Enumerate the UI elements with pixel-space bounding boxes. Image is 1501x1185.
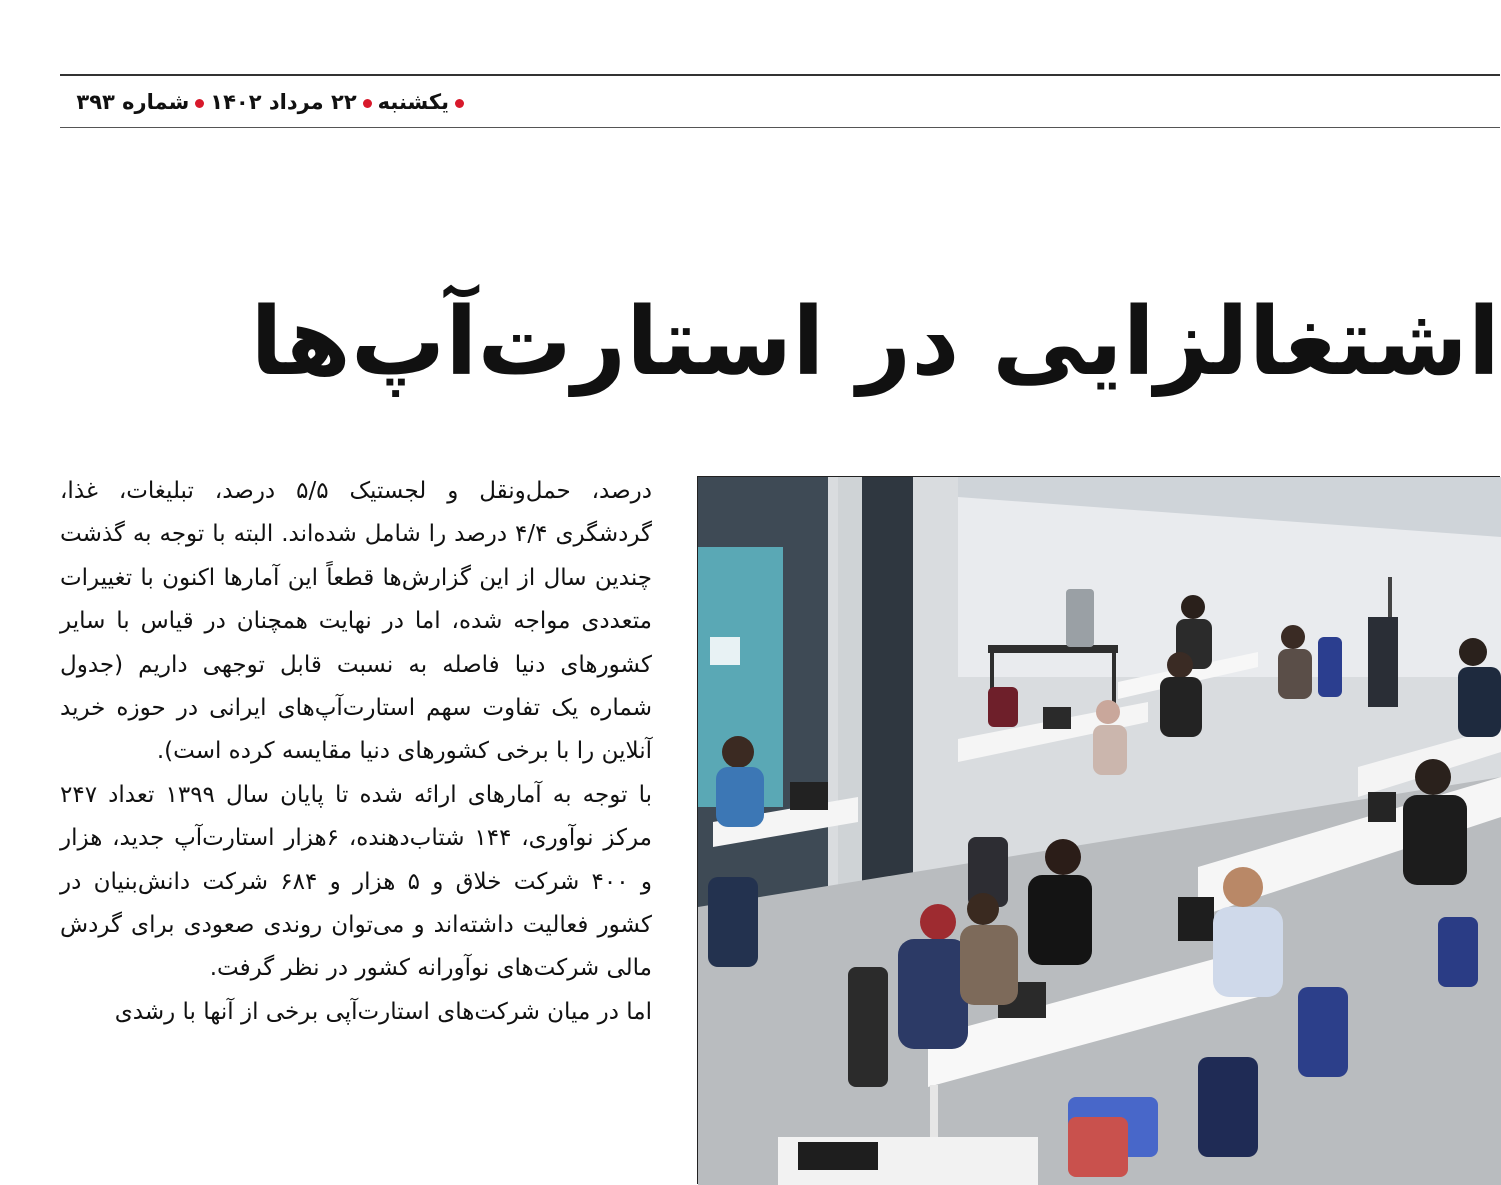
bullet-dot bbox=[195, 99, 204, 108]
dateline bbox=[60, 84, 470, 120]
issue-date: ۲۲ مرداد ۱۴۰۲ bbox=[210, 90, 357, 114]
headline: اشتغالزایی در استارت‌آپ‌ها bbox=[250, 288, 1500, 397]
coworking-photo-illustration bbox=[698, 477, 1501, 1185]
header-rule bbox=[60, 127, 1500, 128]
issue-number: شماره ۳۹۳ bbox=[76, 90, 190, 114]
weekday: یکشنبه bbox=[377, 90, 449, 114]
article-body bbox=[60, 470, 652, 1184]
bullet-dot bbox=[455, 99, 464, 108]
bullet-dot bbox=[363, 99, 372, 108]
paragraph: درصد، حمل‌ونقل و لجستیک ۵/۵ درصد، تبلیغات، غذا، گردشگری ۴/۴ درصد را شامل شده‌اند. البته با توجه به گذشت چندین سال از این گزارش‌ها قطعاً این آمارها اکنون با تغییرات متعددی مواجه شده، اما در نهایت همچنان در قیاس با سایر کشورهای دنیا فاصله به نسبت قابل توجهی داریم (جدول شماره یک تفاوت سهم استارت‌آپ‌های ایرانی در حوزه خرید آنلاین را با برخی کشورهای دنیا مقایسه کرده است). bbox=[60, 478, 652, 765]
article-photo bbox=[697, 476, 1500, 1184]
paragraph: اما در میان شرکت‌های استارت‌آپی برخی از آنها با رشدی bbox=[114, 998, 652, 1025]
paragraph: با توجه به آمارهای ارائه شده تا پایان سال ۱۳۹۹ تعداد ۲۴۷ مرکز نوآوری، ۱۴۴ شتاب‌دهنده، ۶هزار استارت‌آپ جدید، هزار و ۴۰۰ شرکت خلاق و ۵ هزار و ۶۸۴ شرکت دانش‌بنیان در کشور فعالیت داشته‌اند و می‌توان روندی صعودی برای گردش مالی شرکت‌های نوآورانه کشور در نظر گرفت. bbox=[60, 781, 653, 982]
top-rule bbox=[60, 74, 1500, 76]
